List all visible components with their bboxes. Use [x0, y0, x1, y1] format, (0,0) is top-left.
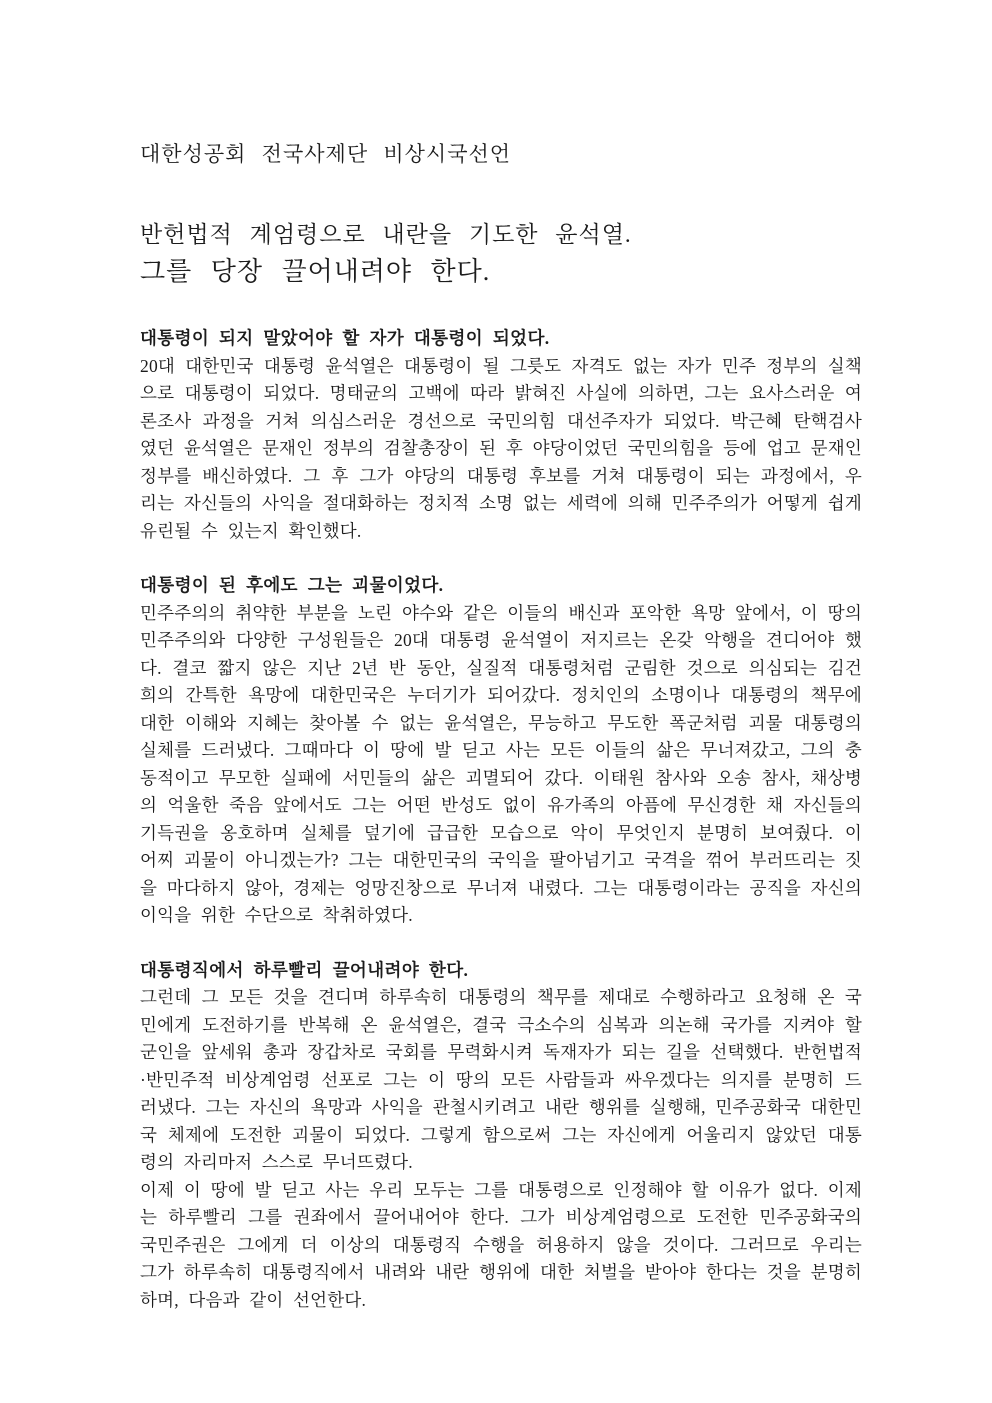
document-title: 대한성공회 전국사제단 비상시국선언: [140, 142, 512, 166]
headline-line-2: 그를 당장 끌어내려야 한다.: [140, 257, 491, 286]
headline-line-1: 반헌법적 계엄령으로 내란을 기도한 윤석열.: [140, 222, 632, 247]
section-monster-after-becoming-president: [140, 572, 862, 930]
section-1-paragraph-1: 20대 대한민국 대통령 윤석열은 대통령이 될 그릇도 자격도 없는 자가 민주 정부의 실책으로 대통령이 되었다. 명태균의 고백에 따라 밝혀진 사실에 의하면, 그는 요사스러운 여론조사 과정을 거쳐 의심스러운 경선으로 국민의힘 대선주자가 되었다. 박근혜 탄핵검사였던 윤석열은 문재인 정부의 검찰총장이 된 후 야당이었던 국민의힘을 등에 업고 문재인 정부를 배신하였다. 그 후 그가 야당의 대통령 후보를 거쳐 대통령이 되는 과정에서, 우리는 자신들의 사익을 절대화하는 정치적 소명 없는 세력에 의해 민주주의가 어떻게 쉽게 유린될 수 있는지 확인했다.: [140, 355, 862, 541]
section-2-heading: 대통령이 된 후에도 그는 괴물이었다.: [140, 575, 444, 595]
section-president-should-not-have-become: [140, 325, 862, 545]
section-3-paragraph-1: 그런데 그 모든 것을 견디며 하루속히 대통령의 책무를 제대로 수행하라고 요청해 온 국민에게 도전하기를 반복해 온 윤석열은, 결국 극소수의 심복과 의논해 국가를 지켜야 할 군인을 앞세워 총과 장갑차로 국회를 무력화시켜 독재자가 되는 길을 선택했다. 반헌법적·반민주적 비상계엄령 선포로 그는 이 땅의 모든 사람들과 싸우겠다는 의지를 분명히 드러냈다. 그는 자신의 욕망과 사익을 관철시키려고 내란 행위를 실행해, 민주공화국 대한민국 체제에 도전한 괴물이 되었다. 그렇게 함으로써 그는 자신에게 어울리지 않았던 대통령의 자리마저 스스로 무너뜨렸다.: [140, 987, 862, 1172]
section-1-heading: 대통령이 되지 말았어야 할 자가 대통령이 되었다.: [140, 328, 550, 348]
section-3-heading: 대통령직에서 하루빨리 끌어내려야 한다.: [140, 959, 469, 980]
section-remove-from-office-quickly: [140, 957, 862, 1315]
section-3-paragraph-2: 이제 이 땅에 발 딛고 사는 우리 모두는 그를 대통령으로 인정해야 할 이유가 없다. 이제는 하루빨리 그를 권좌에서 끌어내어야 한다. 그가 비상계엄령으로 도전한 민주공화국의 국민주권은 그에게 더 이상의 대통령직 수행을 허용하지 않을 것이다. 그러므로 우리는 그가 하루속히 대통령직에서 내려와 내란 행위에 대한 처벌을 받아야 한다는 것을 분명히 하며, 다음과 같이 선언한다.: [140, 1179, 862, 1310]
section-2-paragraph-1: 민주주의의 취약한 부분을 노린 야수와 같은 이들의 배신과 포악한 욕망 앞에서, 이 땅의 민주주의와 다양한 구성원들은 20대 대통령 윤석열이 저지르는 온갖 악행을 견디어야 했다. 결코 짧지 않은 지난 2년 반 동안, 실질적 대통령처럼 군림한 것으로 의심되는 김건희의 간특한 욕망에 대한민국은 누더기가 되어갔다. 정치인의 소명이나 대통령의 책무에 대한 이해와 지혜는 찾아볼 수 없는 윤석열은, 무능하고 무도한 폭군처럼 괴물 대통령의 실체를 드러냈다. 그때마다 이 땅에 발 딛고 사는 모든 이들의 삶은 무너져갔고, 그의 충동적이고 무모한 실패에 서민들의 삶은 괴멸되어 갔다. 이태원 참사와 오송 참사, 채상병의 억울한 죽음 앞에서도 그는 어떤 반성도 없이 유가족의 아픔에 무신경한 채 자신들의 기득권을 옹호하며 실체를 덮기에 급급한 모습으로 악이 무엇인지 분명히 보여줬다. 이 어찌 괴물이 아니겠는가? 그는 대한민국의 국익을 팔아넘기고 국격을 꺾어 부러뜨리는 짓을 마다하지 않아, 경제는 엉망진창으로 무너져 내렸다. 그는 대통령이라는 공직을 자신의 이익을 위한 수단으로 착취하였다.: [140, 602, 862, 925]
document-headline: [140, 218, 862, 289]
